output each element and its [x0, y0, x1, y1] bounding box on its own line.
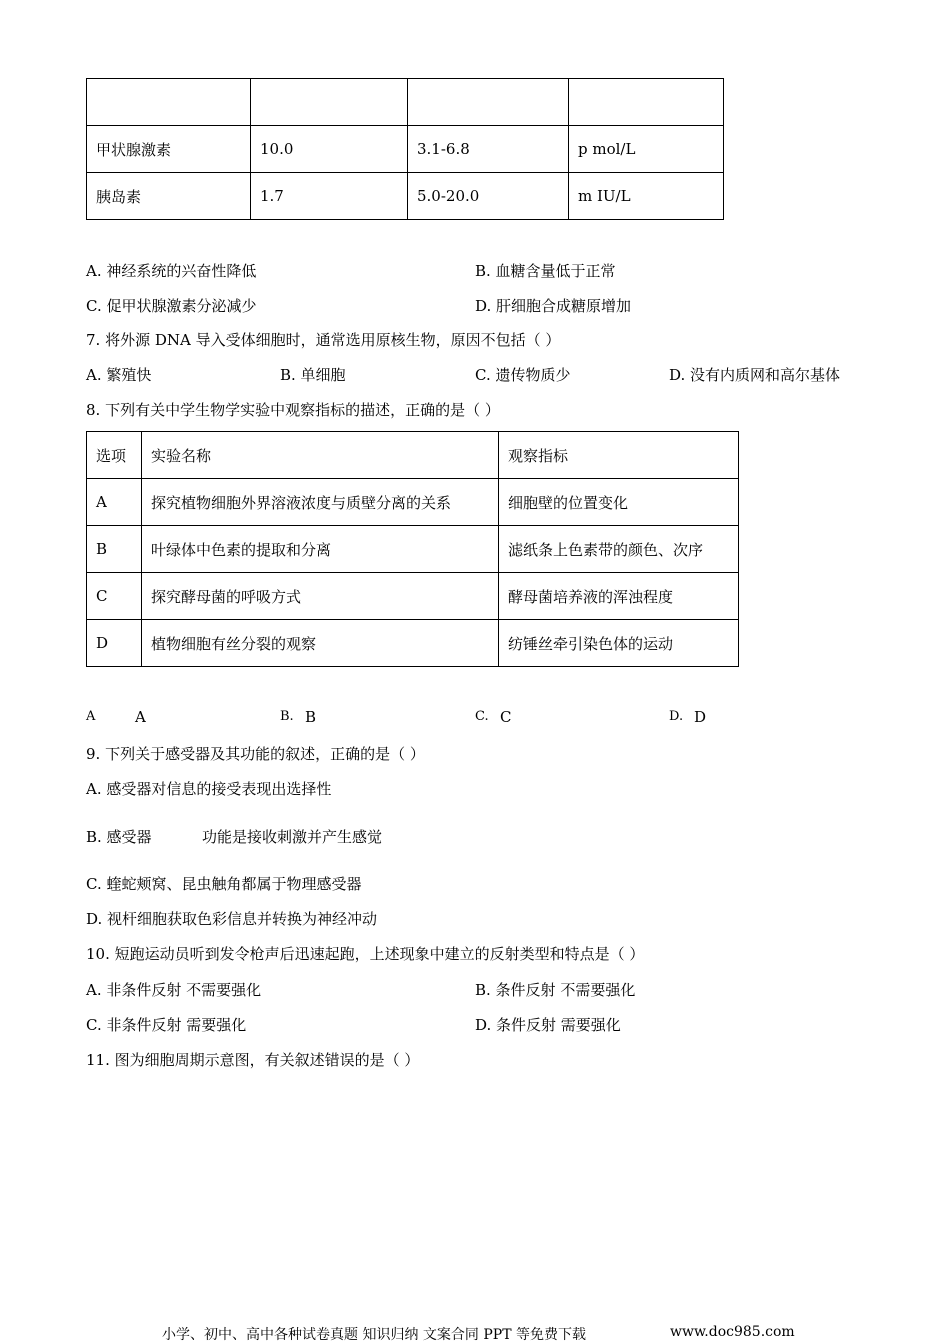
q9-option-b: B. 感受器 — [86, 828, 152, 846]
table-cell: 滤纸条上色素带的颜色、次序 — [499, 526, 739, 573]
table-cell: 纺锤丝牵引染色体的运动 — [499, 620, 739, 667]
table-cell: D — [87, 620, 142, 667]
table-cell: B — [87, 526, 142, 573]
q8-option-d-text: D — [694, 708, 707, 726]
hormone-table — [86, 78, 724, 220]
table-row — [87, 79, 724, 126]
table-row — [87, 173, 724, 220]
q10-option-d: D. 条件反射 需要强化 — [475, 1016, 621, 1034]
q8-option-d-letter: D. — [669, 709, 684, 724]
table-cell: 5.0-20.0 — [408, 173, 569, 220]
table-header: 选项 — [87, 432, 142, 479]
q6-option-b: B. 血糖含量低于正常 — [475, 262, 616, 280]
table-row — [87, 479, 739, 526]
table-row — [87, 432, 739, 479]
table-row — [87, 620, 739, 667]
q6-option-d: D. 肝细胞合成糖原增加 — [475, 297, 632, 315]
table-cell: 3.1-6.8 — [408, 126, 569, 173]
q7-option-d: D. 没有内质网和高尔基体 — [669, 366, 841, 384]
q10-stem: 10. 短跑运动员听到发令枪声后迅速起跑，上述现象中建立的反射类型和特点是（ ） — [86, 945, 645, 963]
table-cell — [408, 79, 569, 126]
q9-stem: 9. 下列关于感受器及其功能的叙述，正确的是（ ） — [86, 745, 425, 763]
q7-stem: 7. 将外源 DNA 导入受体细胞时，通常选用原核生物，原因不包括（ ） — [86, 331, 561, 349]
q8-option-b-text: B — [305, 708, 317, 726]
footer-url[interactable]: www.doc985.com — [670, 1324, 795, 1340]
table-cell: m IU/L — [569, 173, 724, 220]
table-cell: 酵母菌培养液的浑浊程度 — [499, 573, 739, 620]
footer-text: 小学、初中、高中各种试卷真题 知识归纳 文案合同 PPT 等免费下载 — [162, 1327, 586, 1343]
q7-option-a: A. 繁殖快 — [86, 366, 152, 384]
q8-option-c-letter: C. — [475, 709, 489, 724]
q10-option-a: A. 非条件反射 不需要强化 — [86, 981, 262, 999]
q8-option-a-letter: A — [86, 709, 96, 724]
table-cell: 胰岛素 — [87, 173, 251, 220]
table-cell: 植物细胞有丝分裂的观察 — [142, 620, 499, 667]
table-cell: C — [87, 573, 142, 620]
table-cell: 细胞壁的位置变化 — [499, 479, 739, 526]
q9-option-d: D. 视杆细胞获取色彩信息并转换为神经冲动 — [86, 910, 378, 928]
q9-option-c: C. 蝰蛇颊窝、昆虫触角都属于物理感受器 — [86, 875, 362, 893]
q8-stem: 8. 下列有关中学生物学实验中观察指标的描述，正确的是（ ） — [86, 401, 500, 419]
q6-option-c: C. 促甲状腺激素分泌减少 — [86, 297, 257, 315]
q10-option-c: C. 非条件反射 需要强化 — [86, 1016, 247, 1034]
q7-option-c: C. 遗传物质少 — [475, 366, 571, 384]
q7-option-b: B. 单细胞 — [280, 366, 346, 384]
q8-option-b-letter: B. — [280, 709, 294, 724]
table-cell: 探究植物细胞外界溶液浓度与质壁分离的关系 — [142, 479, 499, 526]
table-cell — [87, 79, 251, 126]
q10-option-b: B. 条件反射 不需要强化 — [475, 981, 636, 999]
q9-option-b-rest: 功能是接收刺激并产生感觉 — [202, 828, 383, 846]
q9-option-a: A. 感受器对信息的接受表现出选择性 — [86, 780, 332, 798]
table-cell — [569, 79, 724, 126]
table-cell: 探究酵母菌的呼吸方式 — [142, 573, 499, 620]
table-cell: 甲状腺激素 — [87, 126, 251, 173]
table-cell: 1.7 — [251, 173, 408, 220]
table-cell: 10.0 — [251, 126, 408, 173]
table-row — [87, 126, 724, 173]
table-header: 观察指标 — [499, 432, 739, 479]
experiment-table — [86, 431, 739, 667]
table-row — [87, 573, 739, 620]
q8-option-c-text: C — [500, 708, 512, 726]
q8-option-a-text: A — [135, 708, 146, 726]
q6-option-a: A. 神经系统的兴奋性降低 — [86, 262, 257, 280]
table-cell: 叶绿体中色素的提取和分离 — [142, 526, 499, 573]
q11-stem: 11. 图为细胞周期示意图，有关叙述错误的是（ ） — [86, 1051, 420, 1069]
table-cell — [251, 79, 408, 126]
table-cell: p mol/L — [569, 126, 724, 173]
table-header: 实验名称 — [142, 432, 499, 479]
table-row — [87, 526, 739, 573]
table-cell: A — [87, 479, 142, 526]
